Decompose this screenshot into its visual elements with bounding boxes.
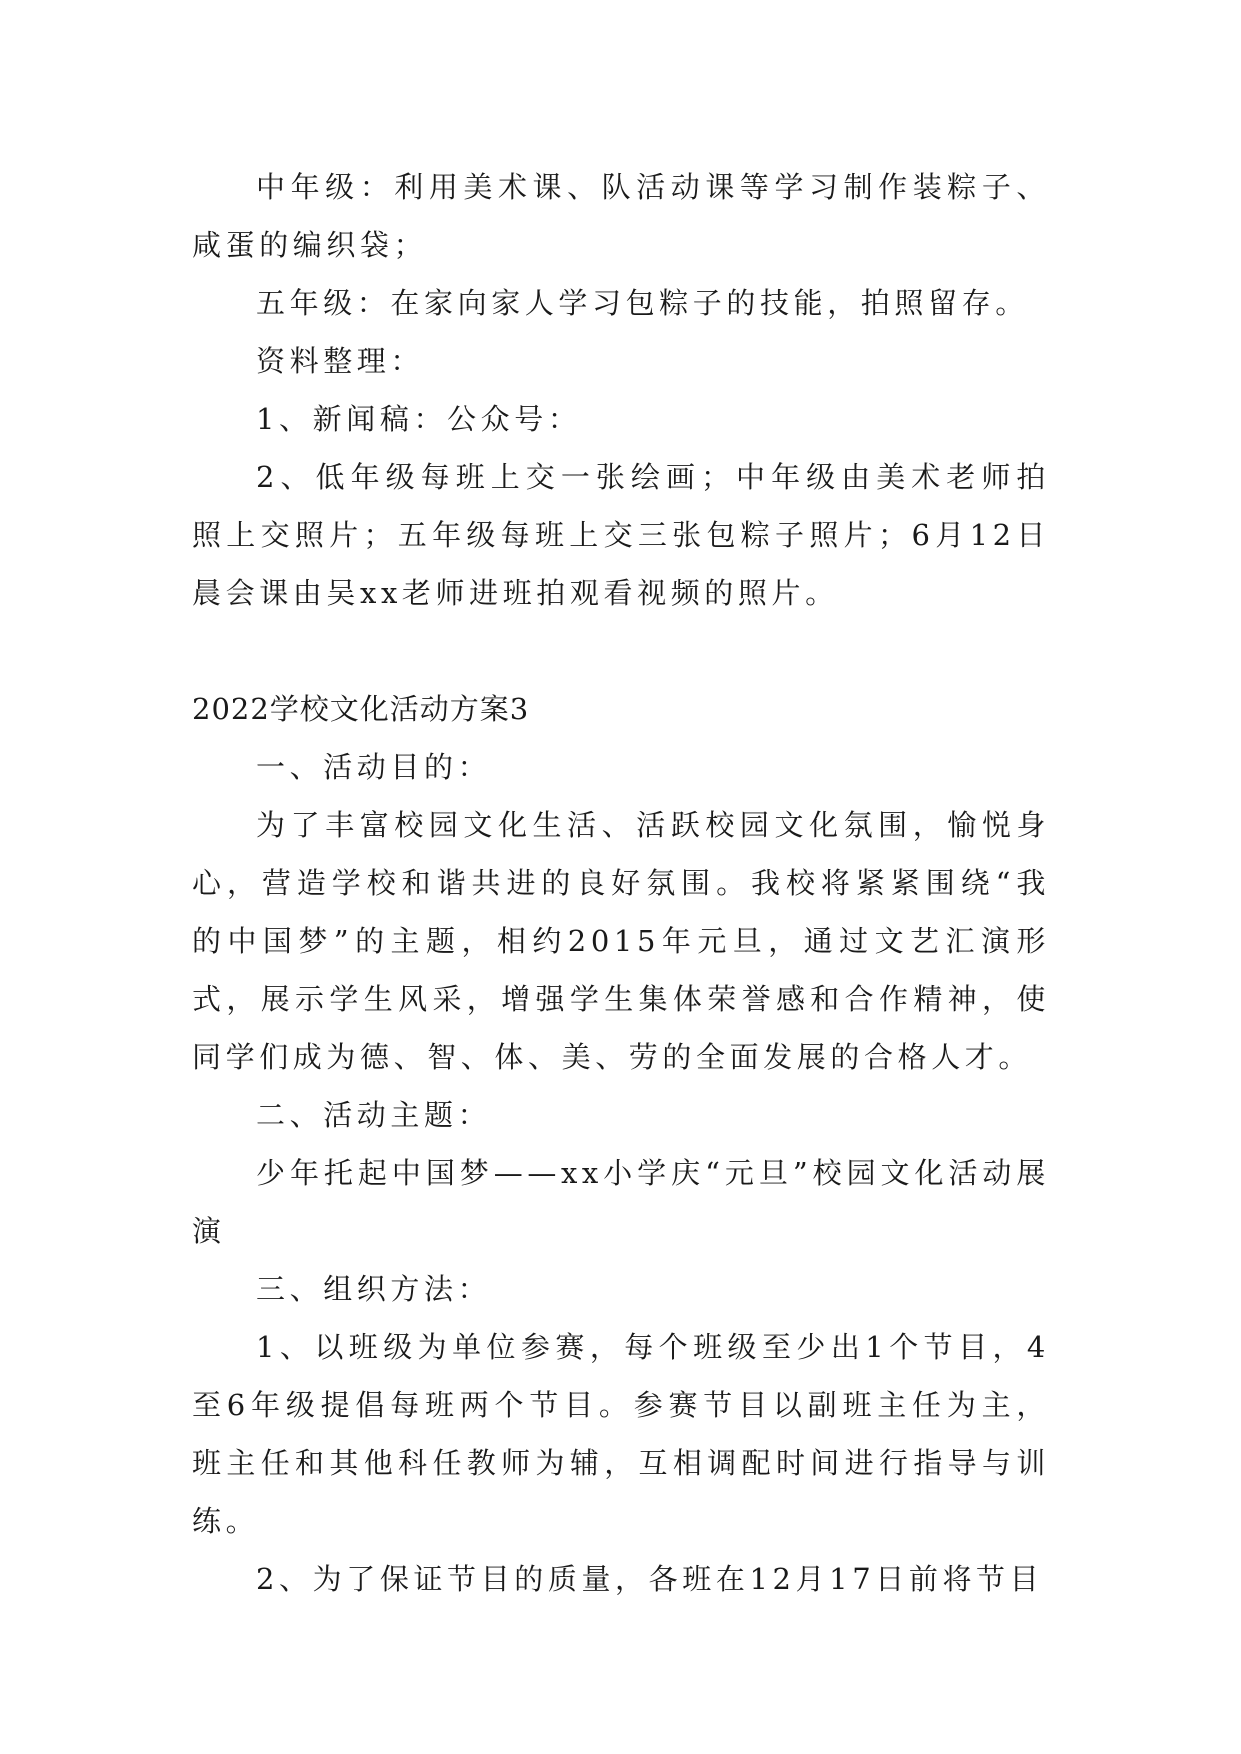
paragraph: 二、活动主题： xyxy=(256,1098,492,1132)
paragraph: 资料整理： xyxy=(256,344,425,378)
paragraph: 三、组织方法： xyxy=(256,1272,492,1306)
paragraph: 2、低年级每班上交一张绘画；中年级由美术老师拍照上交照片；五年级每班上交三张包粽子照片；6月12日晨会课由吴xx老师进班拍观看视频的照片。 xyxy=(192,460,1050,610)
paragraph: 2、为了保证节目的质量，各班在12月17日前将节目 xyxy=(256,1562,1044,1596)
paragraph: 为了丰富校园文化生活、活跃校园文化氛围，愉悦身心，营造学校和谐共进的良好氛围。我校将紧紧围绕“我的中国梦”的主题，相约2015年元旦，通过文艺汇演形式，展示学生风采，增强学生集体荣誉感和合作精神，使同学们成为德、智、体、美、劳的全面发展的合格人才。 xyxy=(192,808,1050,1074)
paragraph: 少年托起中国梦——xx小学庆“元旦”校园文化活动展演 xyxy=(192,1156,1050,1248)
section-title: 2022学校文化活动方案3 xyxy=(192,692,530,726)
paragraph: 五年级：在家向家人学习包粽子的技能，拍照留存。 xyxy=(256,286,1029,320)
paragraph: 一、活动目的： xyxy=(256,750,492,784)
paragraph: 中年级：利用美术课、队活动课等学习制作装粽子、咸蛋的编织袋； xyxy=(192,170,1050,262)
section-a-body xyxy=(192,158,1050,622)
section-b-body xyxy=(192,680,1050,1608)
paragraph: 1、以班级为单位参赛，每个班级至少出1个节目，4至6年级提倡每班两个节目。参赛节目以副班主任为主，班主任和其他科任教师为辅，互相调配时间进行指导与训练。 xyxy=(192,1330,1050,1538)
paragraph: 1、新闻稿：公众号： xyxy=(256,402,582,436)
